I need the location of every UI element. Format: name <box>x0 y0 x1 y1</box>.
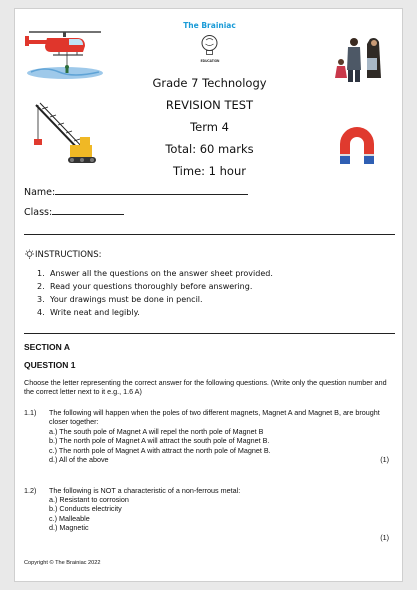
copyright-notice: Copyright © The Brainiac 2022 <box>24 560 101 566</box>
instructions-heading-text: INSTRUCTIONS: <box>35 249 102 260</box>
question-text: The following will happen when the poles of two different magnets, Magnet A and Magnet B, are brought closer together: <box>49 408 380 426</box>
question-options <box>49 427 271 465</box>
question-options <box>49 495 129 533</box>
item-number: 3. <box>37 295 45 304</box>
crane-illustration <box>32 99 104 169</box>
logo-text: EDUCATION <box>200 59 220 63</box>
time-allowed: Time: 1 hour <box>173 164 246 178</box>
option-c: c.) The north pole of Magnet A with attract the north pole of Magnet B. <box>49 445 271 455</box>
item-text: Your drawings must be done in pencil. <box>50 295 203 304</box>
marks-label: (1) <box>380 533 389 542</box>
question-number: 1.2) <box>24 486 37 495</box>
name-field <box>24 185 248 198</box>
instructions-list <box>37 267 273 319</box>
option-b: b.) Conducts electricity <box>49 504 122 514</box>
class-field <box>24 205 124 218</box>
question-number: 1.1) <box>24 408 37 417</box>
instructions-heading <box>24 249 102 260</box>
term-label: Term 4 <box>190 120 229 134</box>
option-c: c.) Malleable <box>49 513 90 523</box>
list-item <box>37 293 273 306</box>
horseshoe-magnet-illustration <box>336 124 378 168</box>
total-marks: Total: 60 marks <box>165 142 254 156</box>
option-d: d.) All of the above <box>49 455 109 465</box>
class-line[interactable] <box>52 205 124 215</box>
name-label: Name: <box>24 187 56 198</box>
class-label: Class: <box>24 207 53 218</box>
name-line[interactable] <box>55 185 248 195</box>
lightbulb-icon <box>199 34 220 62</box>
item-number: 2. <box>37 282 45 291</box>
item-number: 4. <box>37 308 45 317</box>
divider-bottom <box>24 333 395 334</box>
option-b: b.) The north pole of Magnet A will attract the south pole of Magnet B. <box>49 436 270 446</box>
grade-subject: Grade 7 Technology <box>152 76 267 90</box>
brand-name: The Brainiac <box>183 21 236 30</box>
section-intro: Choose the letter representing the correct answer for the following questions. (Write only the question number and the correct letter next to it e.g., 1.6 A) <box>24 378 387 396</box>
question-title: QUESTION 1 <box>24 360 76 370</box>
option-a: a.) Resistant to corrosion <box>49 495 129 504</box>
list-item <box>37 267 273 280</box>
item-number: 1. <box>37 269 45 278</box>
worksheet-page <box>14 8 403 582</box>
marks-label: (1) <box>380 455 389 464</box>
item-text: Answer all the questions on the answer sheet provided. <box>50 269 273 278</box>
list-item <box>37 306 273 319</box>
item-text: Read your questions thoroughly before answering. <box>50 282 253 291</box>
question-text: The following is NOT a characteristic of a non-ferrous metal: <box>49 486 241 495</box>
item-text: Write neat and legibly. <box>50 308 140 317</box>
option-d: d.) Magnetic <box>49 523 89 533</box>
lightbulb-icon <box>24 249 35 260</box>
section-title: SECTION A <box>24 342 70 352</box>
brainiac-logo <box>199 34 220 67</box>
helicopter-rescue-illustration <box>25 26 107 82</box>
option-a: a.) The south pole of Magnet A will repel the north pole of Magnet B <box>49 427 264 436</box>
test-title: REVISION TEST <box>165 98 254 112</box>
list-item <box>37 280 273 293</box>
divider-top <box>24 234 395 235</box>
